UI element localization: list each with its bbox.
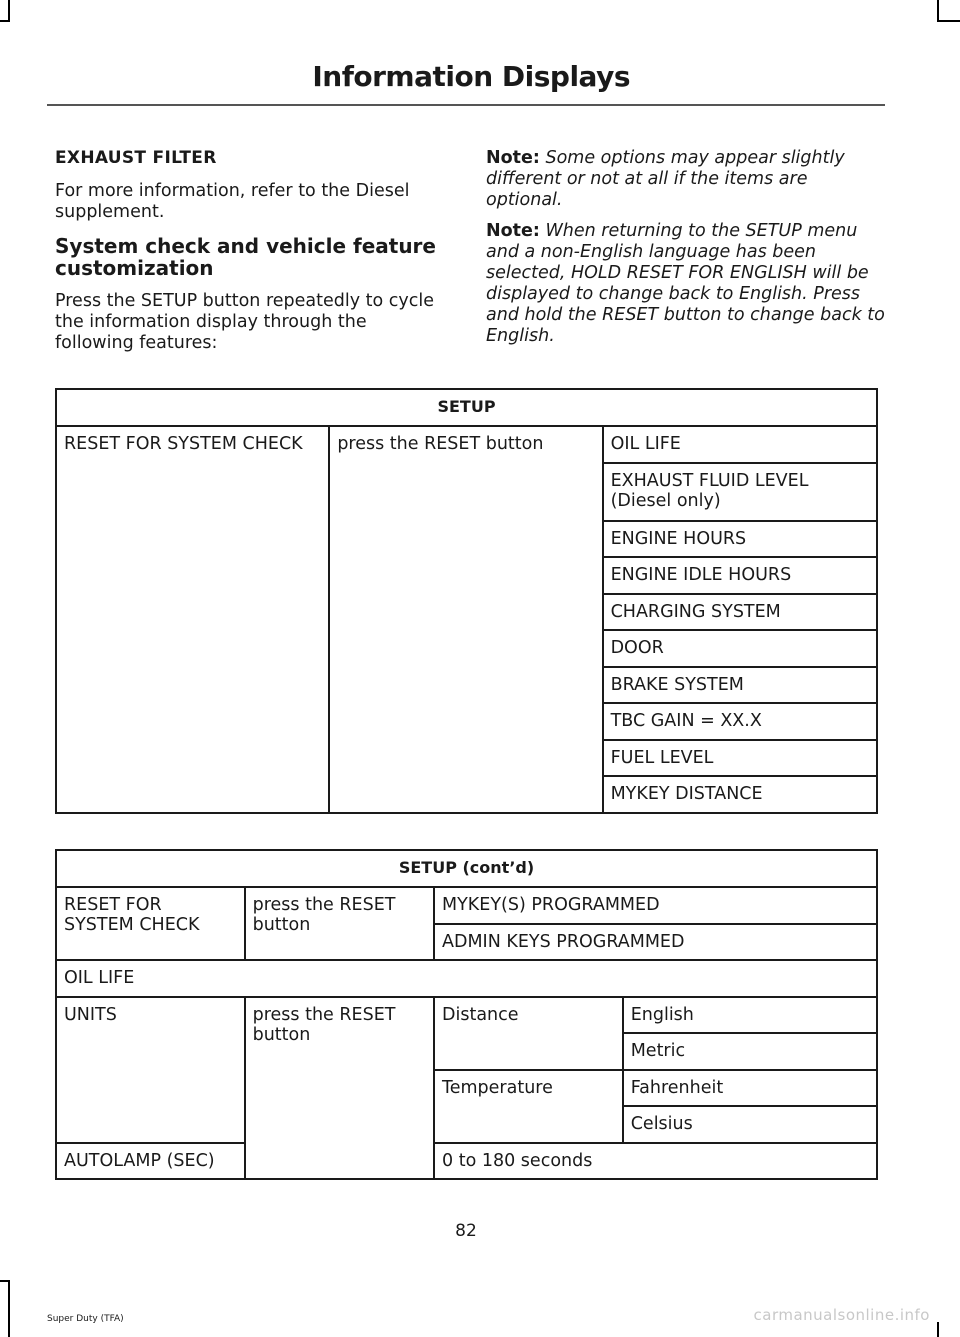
temperature-option: Celsius: [623, 1106, 877, 1143]
crop-mark-top-right-h: [937, 20, 960, 22]
temperature-cell: Temperature: [434, 1070, 623, 1143]
units-press-reset-cell: press the RESET button: [245, 997, 434, 1180]
crop-mark-top-left-h: [0, 20, 10, 22]
page-title: Information Displays: [312, 60, 630, 93]
distance-cell: Distance: [434, 997, 623, 1070]
mykey-programmed-cell: MYKEY(S) PROGRAMMED: [434, 887, 877, 924]
setup-item: CHARGING SYSTEM: [603, 594, 877, 631]
press-reset-cell: press the RESET button: [245, 887, 434, 960]
setup-item: MYKEY DISTANCE: [603, 776, 877, 813]
distance-option: English: [623, 997, 877, 1034]
setup-item: OIL LIFE: [603, 426, 877, 463]
crop-mark-top-right-v: [937, 0, 939, 22]
setup-item: ENGINE IDLE HOURS: [603, 557, 877, 594]
setup-table-title: SETUP: [56, 389, 877, 426]
note-label: Note:: [486, 221, 540, 241]
setup-item: ENGINE HOURS: [603, 521, 877, 558]
setup-contd-table-title: SETUP (cont’d): [56, 850, 877, 887]
exhaust-filter-heading: EXHAUST FILTER: [55, 148, 217, 168]
header-divider: [47, 104, 885, 106]
units-cell: UNITS: [56, 997, 245, 1143]
setup-item: DOOR: [603, 630, 877, 667]
note-language: [486, 221, 886, 347]
page-number: 82: [455, 1221, 477, 1241]
note-text: Some options may appear slightly different or not at all if the items are optional.: [486, 148, 845, 210]
press-reset-cell: press the RESET button: [329, 426, 602, 813]
crop-mark-bottom-left-h: [0, 1280, 10, 1282]
left-column: [55, 148, 450, 364]
crop-mark-bottom-right-v: [937, 1322, 939, 1337]
distance-option: Metric: [623, 1033, 877, 1070]
setup-item: EXHAUST FLUID LEVEL (Diesel only): [603, 463, 877, 521]
setup-item: FUEL LEVEL: [603, 740, 877, 777]
setup-contd-table: [55, 849, 878, 1180]
autolamp-cell: AUTOLAMP (SEC): [56, 1143, 245, 1180]
autolamp-value-cell: 0 to 180 seconds: [434, 1143, 877, 1180]
watermark: carmanualsonline.info: [753, 1306, 930, 1324]
setup-table: [55, 388, 878, 814]
note-options: [486, 148, 886, 211]
footer-text: Super Duty (TFA): [47, 1314, 124, 1324]
admin-keys-cell: ADMIN KEYS PROGRAMMED: [434, 924, 877, 961]
setup-item: BRAKE SYSTEM: [603, 667, 877, 704]
temperature-option: Fahrenheit: [623, 1070, 877, 1107]
setup-item: TBC GAIN = XX.X: [603, 703, 877, 740]
system-check-heading: System check and vehicle feature customization: [55, 234, 436, 280]
crop-mark-bottom-left-v: [8, 1280, 10, 1337]
reset-system-check-cell: RESET FOR SYSTEM CHECK: [56, 426, 329, 813]
reset-system-check-cell: RESET FOR SYSTEM CHECK: [56, 887, 245, 960]
note-text: When returning to the SETUP menu and a non-English language has been selected, HOLD RESET FOR ENGLISH will be displayed to change back to English. Press and hold the RESET button to change back to English.: [486, 221, 885, 346]
oil-life-cell: OIL LIFE: [56, 960, 877, 997]
crop-mark-top-left-v: [8, 0, 10, 22]
right-column: [486, 148, 886, 357]
system-check-text: Press the SETUP button repeatedly to cycle the information display through the following features:: [55, 291, 435, 353]
exhaust-filter-text: For more information, refer to the Diesel supplement.: [55, 181, 410, 222]
note-label: Note:: [486, 148, 540, 168]
